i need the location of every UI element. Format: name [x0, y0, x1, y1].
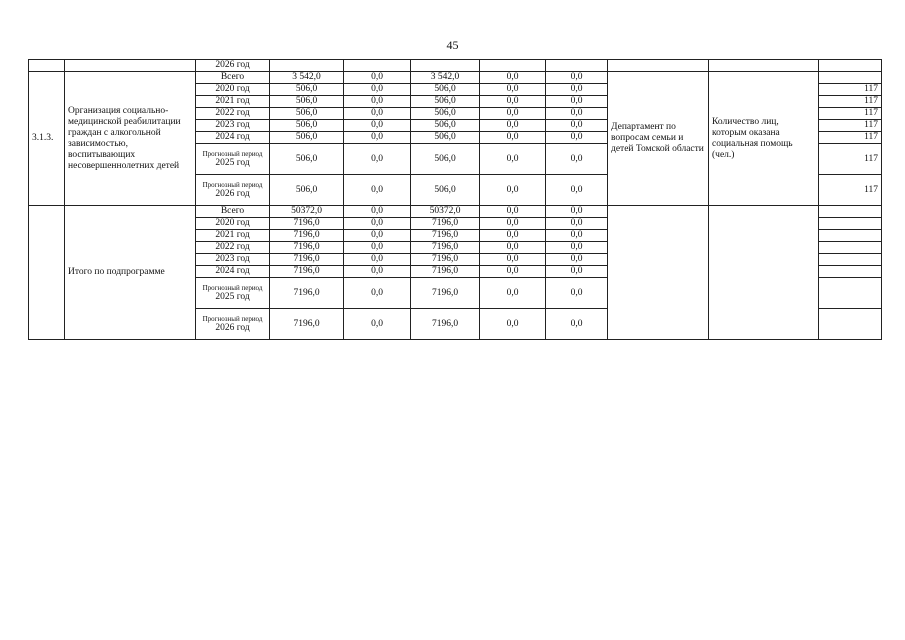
- value-cell: 506,0: [411, 108, 480, 120]
- value-cell: 506,0: [411, 144, 480, 175]
- indicator-value: [819, 218, 882, 230]
- value-cell: 0,0: [344, 309, 411, 340]
- row-label: [196, 278, 270, 309]
- indicator-value: [819, 230, 882, 242]
- value-cell: 0,0: [546, 278, 608, 309]
- value-cell: 0,0: [546, 206, 608, 218]
- value-cell: 506,0: [411, 132, 480, 144]
- table-row: [29, 72, 882, 84]
- value-cell: 506,0: [411, 84, 480, 96]
- value-cell: 0,0: [344, 108, 411, 120]
- value-cell: 0,0: [344, 266, 411, 278]
- forecast-year: 2026 год: [215, 189, 250, 199]
- indicator-value: 117: [819, 144, 882, 175]
- value-cell: 0,0: [546, 120, 608, 132]
- value-cell: 0,0: [480, 278, 546, 309]
- value-cell: 50372,0: [270, 206, 344, 218]
- executor: [608, 206, 709, 340]
- value-cell: 3 542,0: [270, 72, 344, 84]
- forecast-label: Прогнозный период: [202, 150, 263, 158]
- value-cell: 0,0: [546, 96, 608, 108]
- value-cell: 506,0: [411, 96, 480, 108]
- indicator-value: 117: [819, 175, 882, 206]
- value-cell: 506,0: [270, 120, 344, 132]
- value-cell: 7196,0: [411, 218, 480, 230]
- value-cell: 7196,0: [270, 278, 344, 309]
- value-cell: 0,0: [344, 218, 411, 230]
- value-cell: 7196,0: [411, 266, 480, 278]
- item-name: Организация социально-медицинской реабилитации граждан с алкогольной зависимостью, воспитывающих несовершеннолетних детей: [65, 72, 196, 206]
- value-cell: 506,0: [270, 132, 344, 144]
- value-cell: 0,0: [546, 254, 608, 266]
- value-cell: 7196,0: [411, 230, 480, 242]
- value-cell: 0,0: [480, 309, 546, 340]
- value-cell: 506,0: [270, 96, 344, 108]
- value-cell: 0,0: [480, 72, 546, 84]
- value-cell: 0,0: [344, 206, 411, 218]
- item-number: [29, 206, 65, 340]
- row-label: Всего: [196, 72, 270, 84]
- value-cell: 3 542,0: [411, 72, 480, 84]
- forecast-label: Прогнозный период: [202, 284, 263, 292]
- row-label: 2021 год: [196, 230, 270, 242]
- row-label: Всего: [196, 206, 270, 218]
- value-cell: 7196,0: [411, 278, 480, 309]
- value-cell: 0,0: [344, 230, 411, 242]
- forecast-year: 2026 год: [215, 323, 250, 333]
- value-cell: 0,0: [344, 132, 411, 144]
- value-cell: 7196,0: [270, 254, 344, 266]
- value-cell: 0,0: [546, 266, 608, 278]
- value-cell: 0,0: [480, 108, 546, 120]
- value-cell: 7196,0: [411, 242, 480, 254]
- value-cell: 0,0: [344, 144, 411, 175]
- value-cell: 0,0: [480, 175, 546, 206]
- value-cell: 0,0: [546, 230, 608, 242]
- value-cell: 0,0: [546, 72, 608, 84]
- indicator-value: [819, 309, 882, 340]
- value-cell: 0,0: [546, 108, 608, 120]
- value-cell: 506,0: [270, 84, 344, 96]
- forecast-label: Прогнозный период: [202, 181, 263, 189]
- value-cell: 0,0: [546, 132, 608, 144]
- value-cell: 506,0: [270, 175, 344, 206]
- executor: Департамент по вопросам семьи и детей Томской области: [608, 72, 709, 206]
- row-label: 2020 год: [196, 84, 270, 96]
- indicator-name: [709, 206, 819, 340]
- value-cell: 0,0: [480, 266, 546, 278]
- value-cell: 0,0: [480, 254, 546, 266]
- indicator-name: Количество лиц, которым оказана социальная помощь (чел.): [709, 72, 819, 206]
- row-label: 2022 год: [196, 242, 270, 254]
- row-label: 2023 год: [196, 254, 270, 266]
- row-label: 2026 год: [196, 60, 270, 72]
- value-cell: 0,0: [344, 175, 411, 206]
- value-cell: 0,0: [344, 120, 411, 132]
- item-name: Итого по подпрограмме: [65, 206, 196, 340]
- indicator-value: 117: [819, 84, 882, 96]
- value-cell: 0,0: [480, 242, 546, 254]
- indicator-value: 117: [819, 132, 882, 144]
- indicator-value: [819, 278, 882, 309]
- value-cell: 0,0: [480, 120, 546, 132]
- value-cell: 0,0: [480, 206, 546, 218]
- value-cell: 0,0: [546, 242, 608, 254]
- value-cell: 0,0: [344, 254, 411, 266]
- value-cell: 0,0: [480, 230, 546, 242]
- row-label: [196, 309, 270, 340]
- value-cell: 0,0: [344, 84, 411, 96]
- row-label: 2024 год: [196, 266, 270, 278]
- forecast-label: Прогнозный период: [202, 315, 263, 323]
- value-cell: 7196,0: [270, 242, 344, 254]
- value-cell: 0,0: [344, 72, 411, 84]
- indicator-value: 117: [819, 96, 882, 108]
- table-body: [29, 60, 882, 340]
- value-cell: 0,0: [480, 218, 546, 230]
- value-cell: 7196,0: [270, 266, 344, 278]
- value-cell: 0,0: [546, 144, 608, 175]
- value-cell: 0,0: [480, 96, 546, 108]
- value-cell: 7196,0: [270, 230, 344, 242]
- row-label: [196, 175, 270, 206]
- value-cell: 0,0: [480, 84, 546, 96]
- indicator-value: 117: [819, 108, 882, 120]
- indicator-value: [819, 254, 882, 266]
- indicator-value: [819, 242, 882, 254]
- forecast-year: 2025 год: [215, 158, 250, 168]
- value-cell: 0,0: [546, 309, 608, 340]
- value-cell: 506,0: [411, 120, 480, 132]
- row-label: 2024 год: [196, 132, 270, 144]
- value-cell: 506,0: [270, 144, 344, 175]
- page-number: 45: [446, 38, 459, 52]
- value-cell: 7196,0: [411, 254, 480, 266]
- table-row-top: [29, 60, 882, 72]
- row-label: 2023 год: [196, 120, 270, 132]
- row-label: [196, 144, 270, 175]
- table-row: [29, 206, 882, 218]
- value-cell: 0,0: [480, 132, 546, 144]
- value-cell: 0,0: [480, 144, 546, 175]
- value-cell: 7196,0: [270, 218, 344, 230]
- value-cell: 50372,0: [411, 206, 480, 218]
- row-label: 2020 год: [196, 218, 270, 230]
- value-cell: 506,0: [411, 175, 480, 206]
- value-cell: 0,0: [546, 218, 608, 230]
- value-cell: 0,0: [546, 175, 608, 206]
- row-label: 2021 год: [196, 96, 270, 108]
- row-label: 2022 год: [196, 108, 270, 120]
- value-cell: 506,0: [270, 108, 344, 120]
- indicator-value: [819, 266, 882, 278]
- forecast-year: 2025 год: [215, 292, 250, 302]
- indicator-value: [819, 206, 882, 218]
- item-number: 3.1.3.: [29, 72, 65, 206]
- value-cell: 7196,0: [411, 309, 480, 340]
- value-cell: 0,0: [344, 242, 411, 254]
- value-cell: 0,0: [344, 96, 411, 108]
- indicator-value: 117: [819, 120, 882, 132]
- indicator-value: [819, 72, 882, 84]
- value-cell: 0,0: [344, 278, 411, 309]
- value-cell: 0,0: [546, 84, 608, 96]
- budget-table: [28, 59, 882, 340]
- value-cell: 7196,0: [270, 309, 344, 340]
